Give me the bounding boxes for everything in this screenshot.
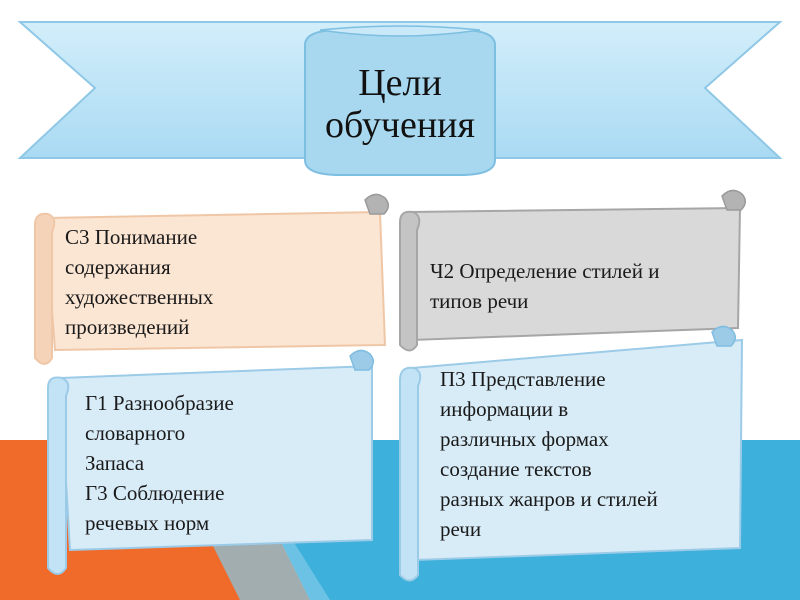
banner-title: Цели обучения — [324, 62, 475, 146]
scroll-g1g3-text: Г1 Разнообразие словарного Запаса Г3 Соблюдение речевых норм — [85, 391, 234, 535]
scroll-p3-text: П3 Представление информации в различных формах создание текстов разных жанров и стилей речи — [440, 367, 658, 541]
scroll-ch2-text: Ч2 Определение стилей и типов речи — [430, 259, 660, 313]
scroll-s3-text: С3 Понимание содержания художественных произведений — [65, 225, 214, 339]
